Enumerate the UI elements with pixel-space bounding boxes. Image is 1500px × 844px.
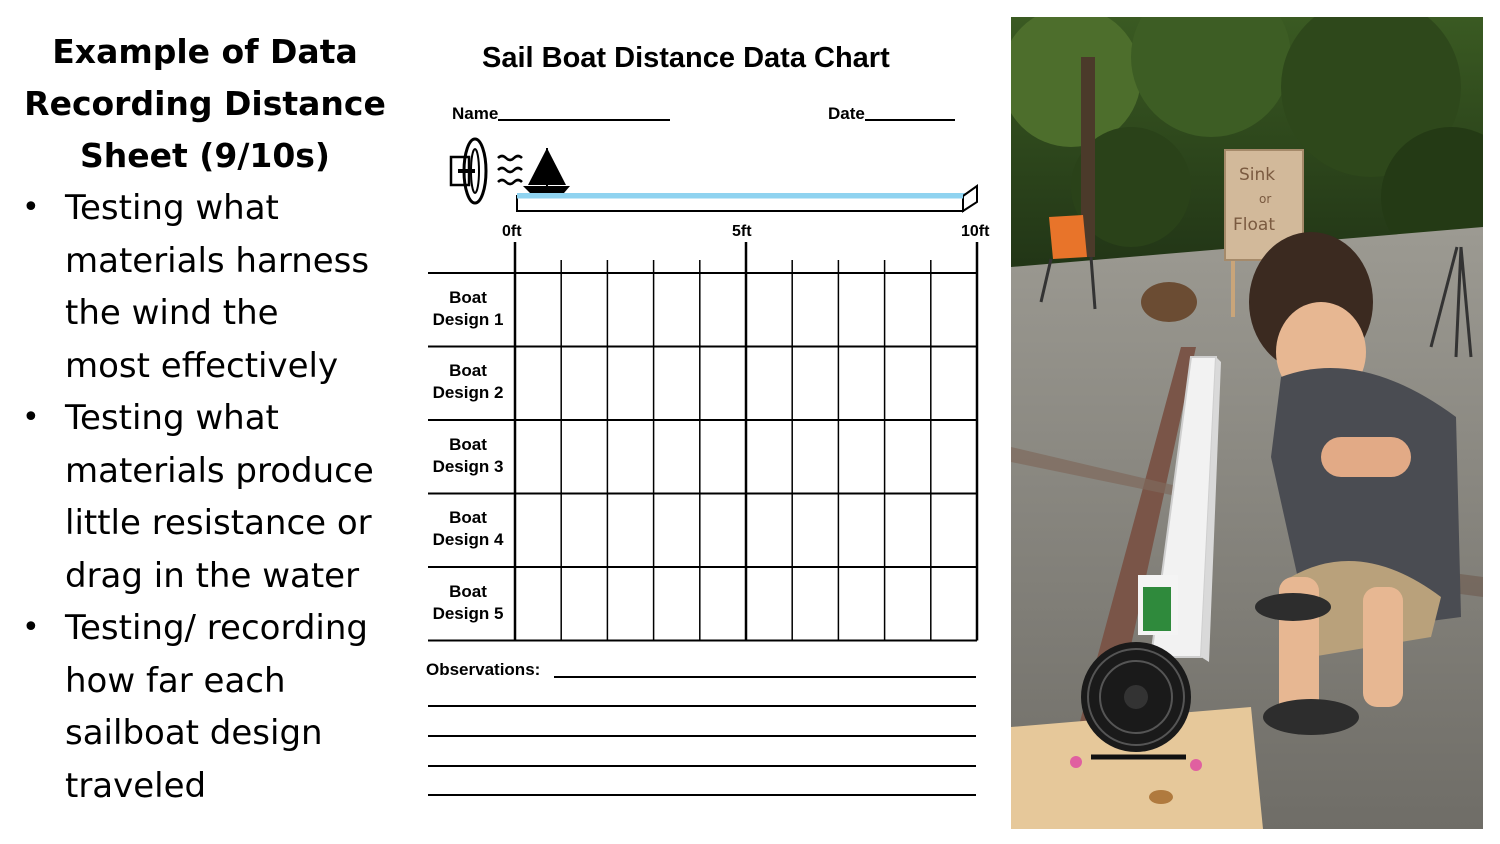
title-line-2: Recording Distance bbox=[24, 84, 386, 123]
wind-waves-icon bbox=[498, 156, 522, 184]
fan-icon bbox=[451, 139, 486, 203]
bullet-dot: • bbox=[22, 400, 40, 435]
bullet-line: drag in the water bbox=[65, 555, 360, 596]
row-label-3: Boat Design 3 bbox=[432, 435, 504, 476]
observation-line bbox=[428, 794, 976, 796]
photo-illustration bbox=[1011, 17, 1483, 829]
bullet-item bbox=[0, 602, 410, 812]
data-grid bbox=[428, 242, 977, 641]
bullet-item bbox=[0, 392, 410, 602]
title-line-1: Example of Data bbox=[52, 32, 358, 71]
bullet-line: Testing/ recording bbox=[65, 608, 368, 648]
observation-line bbox=[428, 765, 976, 767]
slide-text bbox=[0, 26, 410, 812]
bullet-line: Testing what bbox=[65, 398, 279, 438]
slide-title bbox=[0, 26, 410, 182]
svg-text:Float: Float bbox=[1233, 215, 1275, 235]
scale-mid-label: 5ft bbox=[732, 223, 752, 240]
bullet-list bbox=[0, 182, 410, 812]
bullet-line: materials produce bbox=[65, 450, 374, 491]
title-line-3: Sheet (9/10s) bbox=[79, 136, 331, 175]
bullet-line: little resistance or bbox=[65, 503, 372, 543]
worksheet-title: Sail Boat Distance Data Chart bbox=[482, 42, 890, 74]
bullet-line: materials harness bbox=[65, 240, 370, 281]
row-label-1: Boat Design 1 bbox=[432, 288, 504, 329]
bullet-line: traveled bbox=[65, 765, 207, 806]
observation-line bbox=[428, 735, 976, 737]
sailboat-test-photo bbox=[1011, 17, 1483, 829]
observation-line bbox=[428, 705, 976, 707]
scale-start-label: 0ft bbox=[502, 223, 522, 240]
bullet-item bbox=[0, 182, 410, 392]
date-label: Date bbox=[828, 104, 865, 123]
observation-line bbox=[554, 676, 976, 678]
scale-end-label: 10ft bbox=[961, 223, 990, 240]
observations-label: Observations: bbox=[426, 660, 541, 679]
worksheet-drawing bbox=[418, 30, 998, 820]
bullet-line: the wind the bbox=[65, 293, 279, 333]
name-label: Name bbox=[452, 104, 499, 123]
row-label-5: Boat Design 5 bbox=[432, 582, 504, 623]
bullet-dot: • bbox=[22, 190, 40, 225]
sailboat-icon bbox=[523, 148, 570, 193]
row-label-4: Boat Design 4 bbox=[432, 508, 504, 549]
distance-worksheet bbox=[418, 30, 998, 820]
bullet-line: sailboat design bbox=[65, 713, 323, 753]
green-tape bbox=[1143, 587, 1171, 631]
bullet-line: most effectively bbox=[65, 345, 339, 386]
svg-text:or: or bbox=[1259, 192, 1272, 206]
svg-text:Sink: Sink bbox=[1239, 165, 1276, 185]
water-trough-icon bbox=[517, 186, 978, 211]
bullet-line: Testing what bbox=[65, 188, 279, 228]
row-label-2: Boat Design 2 bbox=[432, 361, 504, 402]
bullet-dot: • bbox=[22, 610, 40, 645]
bullet-line: how far each bbox=[65, 660, 286, 701]
